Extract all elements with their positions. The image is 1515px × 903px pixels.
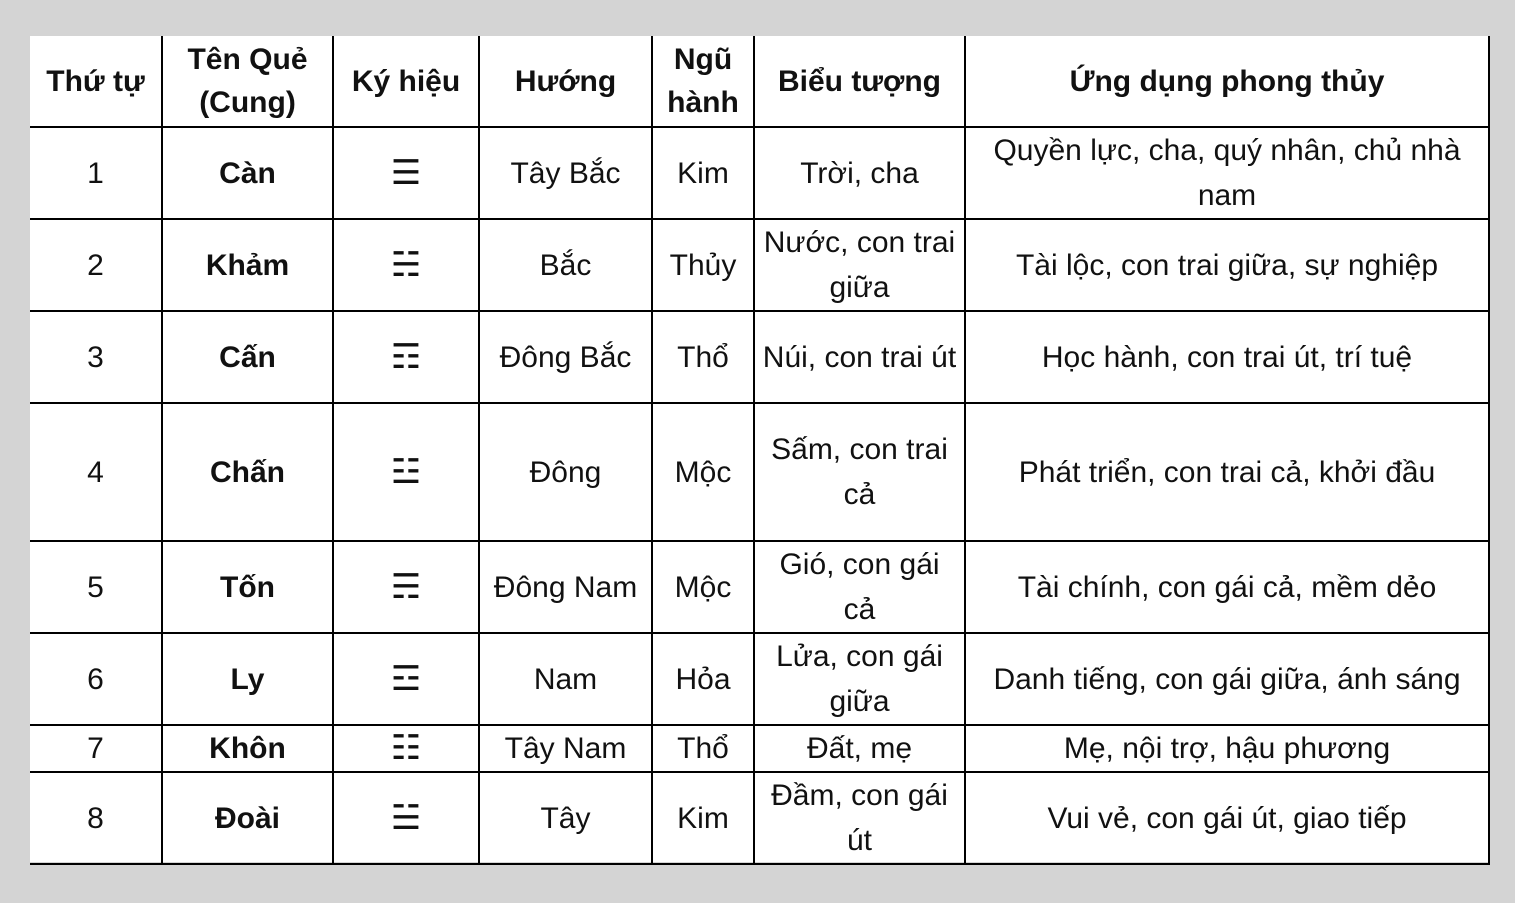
cell-name: Chấn [162,403,333,541]
cell-name: Tốn [162,541,333,633]
header-name: Tên Quẻ (Cung) [162,36,333,127]
cell-name: Cấn [162,311,333,403]
cell-element: Thổ [652,725,754,772]
cell-application: Quyền lực, cha, quý nhân, chủ nhà nam [965,127,1489,219]
cell-application: Tài chính, con gái cả, mềm dẻo [965,541,1489,633]
table-row [30,403,1489,541]
cell-direction: Bắc [479,219,652,311]
trigram-qian-icon: ☰ [333,127,479,219]
trigram-xun-icon: ☴ [333,541,479,633]
header-element: Ngũ hành [652,36,754,127]
cell-name: Đoài [162,772,333,864]
bat-quai-table [30,36,1490,865]
cell-application: Học hành, con trai út, trí tuệ [965,311,1489,403]
cell-order: 1 [30,127,162,219]
cell-element: Hỏa [652,633,754,725]
table-row [30,725,1489,772]
header-symbolism: Biểu tượng [754,36,965,127]
cell-order: 8 [30,772,162,864]
table-row [30,219,1489,311]
cell-order: 6 [30,633,162,725]
cell-application: Mẹ, nội trợ, hậu phương [965,725,1489,772]
header-symbol: Ký hiệu [333,36,479,127]
cell-direction: Đông [479,403,652,541]
cell-order: 4 [30,403,162,541]
cell-direction: Tây Bắc [479,127,652,219]
cell-direction: Đông Nam [479,541,652,633]
cell-direction: Tây [479,772,652,864]
cell-application: Phát triển, con trai cả, khởi đầu [965,403,1489,541]
cell-symbolism: Núi, con trai út [754,311,965,403]
trigram-zhen-icon: ☳ [333,403,479,541]
cell-symbolism: Đầm, con gái út [754,772,965,864]
cell-symbolism: Sấm, con trai cả [754,403,965,541]
trigram-dui-icon: ☱ [333,772,479,864]
header-application: Ứng dụng phong thủy [965,36,1489,127]
header-row [30,36,1489,127]
table-row [30,127,1489,219]
cell-symbolism: Nước, con trai giữa [754,219,965,311]
header-order: Thứ tự [30,36,162,127]
cell-element: Kim [652,127,754,219]
cell-element: Mộc [652,403,754,541]
cell-element: Thổ [652,311,754,403]
trigram-gen-icon: ☶ [333,311,479,403]
cell-name: Khôn [162,725,333,772]
cell-name: Khảm [162,219,333,311]
cell-order: 3 [30,311,162,403]
table-row [30,541,1489,633]
cell-element: Mộc [652,541,754,633]
cell-element: Kim [652,772,754,864]
table-row [30,311,1489,403]
cell-direction: Nam [479,633,652,725]
table-row [30,633,1489,725]
cell-order: 2 [30,219,162,311]
cell-element: Thủy [652,219,754,311]
trigram-li-icon: ☲ [333,633,479,725]
cell-symbolism: Gió, con gái cả [754,541,965,633]
cell-direction: Tây Nam [479,725,652,772]
cell-application: Danh tiếng, con gái giữa, ánh sáng [965,633,1489,725]
header-direction: Hướng [479,36,652,127]
trigram-kan-icon: ☵ [333,219,479,311]
cell-name: Càn [162,127,333,219]
table-row [30,772,1489,864]
table-sheet [30,36,1490,862]
cell-direction: Đông Bắc [479,311,652,403]
cell-order: 5 [30,541,162,633]
cell-application: Vui vẻ, con gái út, giao tiếp [965,772,1489,864]
cell-symbolism: Trời, cha [754,127,965,219]
cell-application: Tài lộc, con trai giữa, sự nghiệp [965,219,1489,311]
trigram-kun-icon: ☷ [333,725,479,772]
cell-symbolism: Đất, mẹ [754,725,965,772]
cell-order: 7 [30,725,162,772]
cell-name: Ly [162,633,333,725]
cell-symbolism: Lửa, con gái giữa [754,633,965,725]
